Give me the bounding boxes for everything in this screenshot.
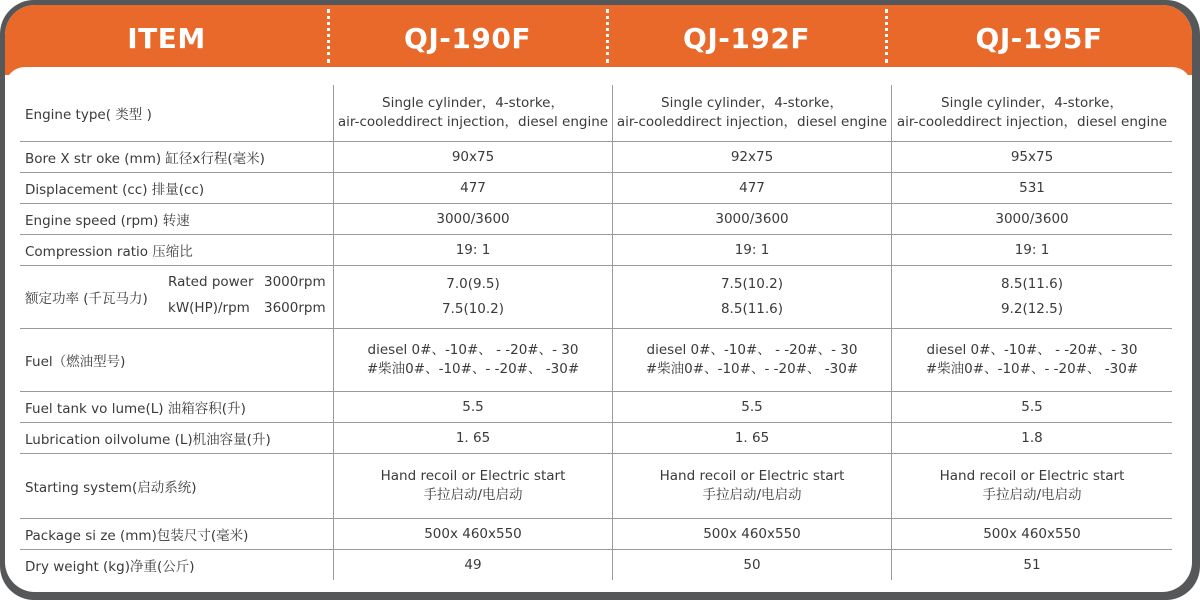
power-rpm-label: 3000rpm <box>264 274 326 290</box>
value-cell: 19: 1 <box>333 235 612 265</box>
value-line: Hand recoil or Electric start <box>939 468 1125 484</box>
value-cell: 51 <box>891 550 1172 580</box>
value-line: #柴油0#、-10#、- -20#、 -30# <box>366 361 580 377</box>
row-label: Lubrication oilvolume (L)机油容量(升) <box>25 432 271 448</box>
row-displacement <box>20 173 1172 204</box>
value-cell: 19: 1 <box>612 235 891 265</box>
value-line: Single cylinder，4-storke， <box>661 95 843 111</box>
table-header <box>5 5 1192 75</box>
value-line: Single cylinder，4-storke， <box>941 95 1123 111</box>
row-label: Engine speed (rpm) 转速 <box>25 213 190 229</box>
row-lubrication <box>20 423 1172 454</box>
header-model-2: QJ-192F <box>683 21 810 55</box>
row-label: Package si ze (mm)包装尺寸(毫米) <box>25 528 249 544</box>
value-cell: 1.8 <box>891 423 1172 453</box>
value-line: 8.5(11.6) <box>720 301 784 317</box>
value-line: air-cooleddirect injection，diesel engine <box>337 114 609 130</box>
row-label: Displacement (cc) 排量(cc) <box>25 182 205 198</box>
value-line: 9.2(12.5) <box>1000 301 1064 317</box>
value-cell <box>333 85 612 141</box>
row-label: Dry weight (kg)净重(公斤) <box>25 559 195 575</box>
value-cell: 92x75 <box>612 142 891 172</box>
row-label: Fuel（燃油型号) <box>25 354 126 370</box>
value-cell <box>612 454 891 518</box>
header-model-1: QJ-190F <box>404 21 531 55</box>
row-starting-system <box>20 454 1172 519</box>
value-line: 手拉启动/电启动 <box>702 487 802 503</box>
value-cell <box>333 266 612 328</box>
value-cell: 3000/3600 <box>612 204 891 234</box>
header-item: ITEM <box>127 21 206 55</box>
row-label: Bore X str oke (mm) 缸径x行程(毫米) <box>25 151 265 167</box>
power-sub-label: Rated power <box>168 274 254 290</box>
value-cell: 1. 65 <box>612 423 891 453</box>
value-cell: 3000/3600 <box>891 204 1172 234</box>
value-cell: 95x75 <box>891 142 1172 172</box>
row-engine-type <box>20 85 1172 142</box>
value-line: air-cooleddirect injection，diesel engine <box>616 114 888 130</box>
value-line: 7.5(10.2) <box>441 301 505 317</box>
value-line: #柴油0#、-10#、- -20#、 -30# <box>925 361 1139 377</box>
value-line: diesel 0#、-10#、 - -20#、- 30 <box>367 342 579 358</box>
value-cell: 90x75 <box>333 142 612 172</box>
value-line: diesel 0#、-10#、 - -20#、- 30 <box>926 342 1138 358</box>
value-cell <box>333 329 612 391</box>
power-sub-label: kW(HP)/rpm <box>168 300 250 316</box>
value-cell: 49 <box>333 550 612 580</box>
value-cell: 500x 460x550 <box>612 519 891 549</box>
value-line: diesel 0#、-10#、 - -20#、- 30 <box>646 342 858 358</box>
row-label: Fuel tank vo lume(L) 油箱容积(升) <box>25 401 246 417</box>
value-cell: 5.5 <box>891 392 1172 422</box>
row-label: Compression ratio 压缩比 <box>25 244 193 260</box>
row-fuel-tank <box>20 392 1172 423</box>
value-line: 手拉启动/电启动 <box>982 487 1082 503</box>
row-rated-power <box>20 266 1172 329</box>
value-cell <box>891 266 1172 328</box>
row-label: Starting system(启动系统) <box>25 480 197 496</box>
value-cell: 1. 65 <box>333 423 612 453</box>
value-line: #柴油0#、-10#、- -20#、 -30# <box>645 361 859 377</box>
value-cell: 500x 460x550 <box>891 519 1172 549</box>
value-cell <box>333 454 612 518</box>
value-cell <box>891 454 1172 518</box>
value-cell: 5.5 <box>612 392 891 422</box>
header-model-3: QJ-195F <box>975 21 1103 55</box>
value-line: Hand recoil or Electric start <box>659 468 845 484</box>
row-dry-weight <box>20 550 1172 580</box>
value-cell: 500x 460x550 <box>333 519 612 549</box>
value-line: 手拉启动/电启动 <box>423 487 523 503</box>
value-line: 7.5(10.2) <box>720 276 784 292</box>
power-rpm-label: 3600rpm <box>264 300 326 316</box>
row-label: Engine type( 类型 ) <box>25 107 152 123</box>
value-cell: 3000/3600 <box>333 204 612 234</box>
value-line: Single cylinder，4-storke， <box>382 95 564 111</box>
spec-table-card <box>5 5 1192 592</box>
value-cell <box>612 329 891 391</box>
value-line: 7.0(9.5) <box>446 276 500 292</box>
value-cell: 50 <box>612 550 891 580</box>
row-engine-speed <box>20 204 1172 235</box>
value-cell: 5.5 <box>333 392 612 422</box>
row-package-size <box>20 519 1172 550</box>
row-label: 额定功率 (千瓦马力) <box>25 291 148 307</box>
row-compression <box>20 235 1172 266</box>
value-line: Hand recoil or Electric start <box>380 468 566 484</box>
value-cell <box>612 266 891 328</box>
value-line: air-cooleddirect injection，diesel engine <box>896 114 1168 130</box>
header-curve <box>5 67 1192 87</box>
value-cell <box>612 85 891 141</box>
value-line: 8.5(11.6) <box>1000 276 1064 292</box>
value-cell <box>891 329 1172 391</box>
value-cell: 19: 1 <box>891 235 1172 265</box>
value-cell: 531 <box>891 173 1172 203</box>
value-cell <box>891 85 1172 141</box>
row-fuel <box>20 329 1172 392</box>
row-bore-stroke <box>20 142 1172 173</box>
value-cell: 477 <box>333 173 612 203</box>
value-cell: 477 <box>612 173 891 203</box>
